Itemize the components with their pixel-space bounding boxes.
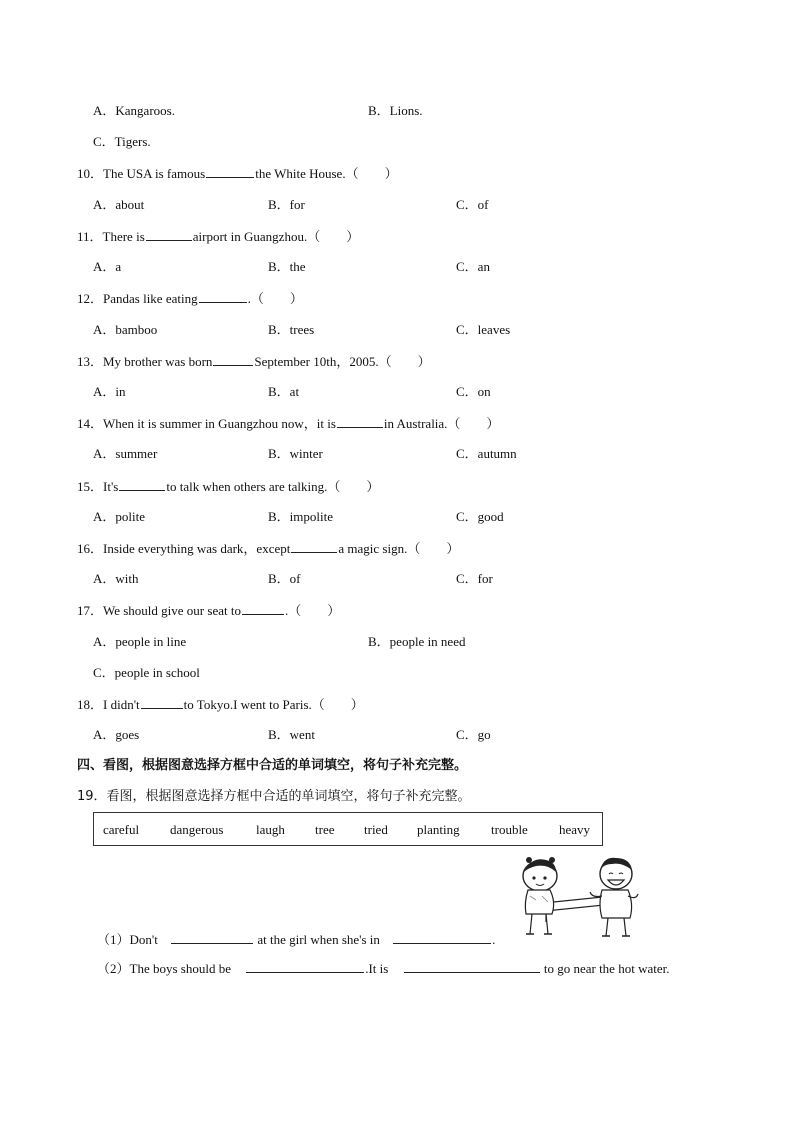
- q15-option-b: B．impolite: [268, 509, 334, 524]
- word-bank-item: laugh: [256, 822, 285, 837]
- q18-text-after: to Tokyo.I went to Paris.（ ）: [183, 697, 364, 712]
- q16-option-b: B．of: [268, 571, 301, 586]
- q12-option-c: C．leaves: [456, 322, 511, 337]
- word-bank-item: planting: [417, 822, 460, 837]
- q18-option-a: A．goes: [93, 727, 140, 742]
- q11-blank: [146, 228, 192, 241]
- q13-blank: [213, 353, 253, 366]
- q11-option-b: B．the: [268, 259, 306, 274]
- question-19-title: 19．看图，根据图意选择方框中合适的单词填空，将句子补充完整。: [77, 789, 471, 804]
- question-11: [77, 228, 359, 245]
- word-bank-item: tree: [315, 822, 335, 837]
- q14-option-a: A．summer: [93, 446, 158, 461]
- q16-option-c: C．for: [456, 571, 493, 586]
- q13-option-b: B．at: [268, 384, 300, 399]
- q13-option-a: A．in: [93, 384, 126, 399]
- question-10: [77, 165, 398, 182]
- q10-text-after: the White House.（ ）: [255, 166, 398, 181]
- section-4-heading: 四、看图，根据图意选择方框中合适的单词填空，将句子补充完整。: [77, 758, 468, 773]
- q15-text-after: to talk when others are talking.（ ）: [166, 479, 380, 494]
- q16-text-before: 16．Inside everything was dark，except: [77, 541, 291, 556]
- q16-blank: [291, 540, 337, 553]
- q10-option-c: C．of: [456, 197, 489, 212]
- two-children-cartoon-icon: [512, 852, 644, 944]
- q18-blank: [141, 696, 183, 709]
- q12-option-b: B．trees: [268, 322, 315, 337]
- q14-option-b: B．winter: [268, 446, 323, 461]
- q10-option-b: B．for: [268, 197, 305, 212]
- q13-text-after: September 10th，2005.（ ）: [254, 354, 431, 369]
- q19-s2-end: to go near the hot water.: [543, 961, 670, 976]
- q11-option-a: A．a: [93, 259, 122, 274]
- q15-text-before: 15．It's: [77, 479, 119, 494]
- q19-s1-end: .: [492, 932, 496, 947]
- q13-option-c: C．on: [456, 384, 491, 399]
- question-14: [77, 415, 499, 432]
- q17-option-c: C．people in school: [93, 665, 200, 680]
- word-bank-item: heavy: [559, 822, 591, 837]
- q18-option-c: C．go: [456, 727, 491, 742]
- q17-option-b: B．people in need: [368, 634, 466, 649]
- q19-s1-middle: at the girl when she's in: [257, 932, 380, 947]
- q17-option-a: A．people in line: [93, 634, 187, 649]
- word-bank-box: [93, 812, 603, 846]
- question-12: [77, 290, 303, 307]
- q16-text-after: a magic sign.（ ）: [338, 541, 460, 556]
- q18-option-b: B．went: [268, 727, 315, 742]
- q17-text-before: 17．We should give our seat to: [77, 603, 241, 618]
- q10-text-before: 10．The USA is famous: [77, 166, 206, 181]
- q9-option-c: C．Tigers.: [93, 134, 151, 149]
- q19-s2-start: （2）The boys should be: [97, 961, 231, 976]
- q19-sentence-1: [97, 931, 495, 948]
- q11-text-before: 11．There is: [77, 229, 145, 244]
- q14-text-before: 14．When it is summer in Guangzhou now，it is: [77, 416, 336, 431]
- question-18: [77, 696, 364, 713]
- q16-option-a: A．with: [93, 571, 139, 586]
- q12-option-a: A．bamboo: [93, 322, 158, 337]
- q10-option-a: A．about: [93, 197, 145, 212]
- q10-blank: [206, 165, 254, 178]
- q12-text-before: 12．Pandas like eating: [77, 291, 198, 306]
- q14-blank: [337, 415, 383, 428]
- question-15: [77, 478, 379, 495]
- word-bank-item: tried: [364, 822, 388, 837]
- q14-option-c: C．autumn: [456, 446, 517, 461]
- q18-text-before: 18．I didn't: [77, 697, 140, 712]
- q15-option-a: A．polite: [93, 509, 145, 524]
- q19-s2-blank-2: [404, 960, 540, 973]
- question-17: [77, 602, 340, 619]
- q19-s1-blank-2: [393, 931, 491, 944]
- q17-blank: [242, 602, 284, 615]
- q11-option-c: C．an: [456, 259, 490, 274]
- word-bank-item: dangerous: [170, 822, 224, 837]
- q14-text-after: in Australia.（ ）: [383, 416, 500, 431]
- q15-option-c: C．good: [456, 509, 504, 524]
- q9-option-b: B．Lions.: [368, 103, 423, 118]
- q19-s2-middle: .It is: [365, 961, 389, 976]
- q12-blank: [199, 290, 247, 303]
- q19-s1-start: （1）Don't: [97, 932, 158, 947]
- q12-text-after: .（ ）: [247, 291, 303, 306]
- word-bank-item: trouble: [491, 822, 528, 837]
- q11-text-after: airport in Guangzhou.（ ）: [192, 229, 360, 244]
- q9-option-a: A．Kangaroos.: [93, 103, 175, 118]
- q19-s2-blank-1: [246, 960, 364, 973]
- q19-s1-blank-1: [171, 931, 253, 944]
- q13-text-before: 13．My brother was born: [77, 354, 213, 369]
- q19-sentence-2: [97, 960, 669, 977]
- q17-text-after: .（ ）: [284, 603, 341, 618]
- word-bank-item: careful: [103, 822, 140, 837]
- q15-blank: [119, 478, 165, 491]
- question-13: [77, 353, 431, 370]
- question-16: [77, 540, 459, 557]
